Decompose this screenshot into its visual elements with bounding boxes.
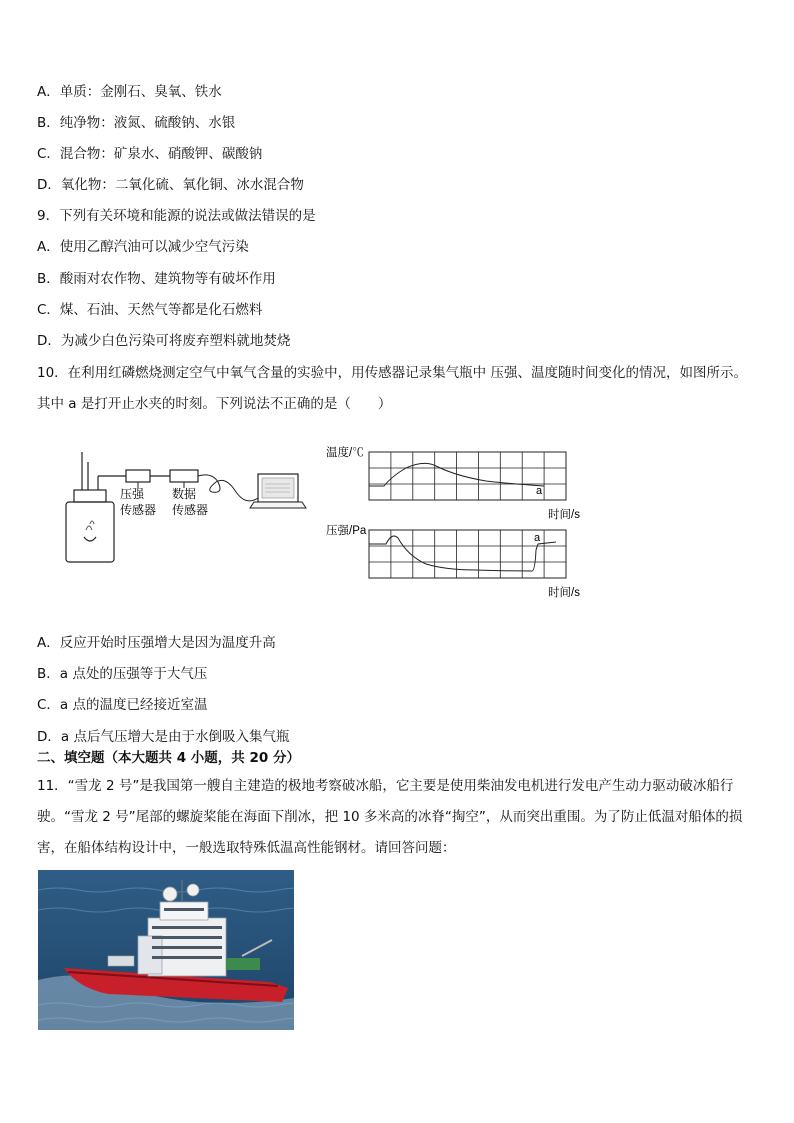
pressure-sensor-box xyxy=(126,470,150,482)
q10-stem: 10．在利用红磷燃烧测定空气中氧气含量的实验中，用传感器记录集气瓶中 压强、温度随时间变化的情况，如图所示。其中 a 是打开止水夹的时刻。下列说法不正确的是（ ） xyxy=(37,365,747,412)
temperature-axis-label: 温度/℃ xyxy=(326,447,364,459)
laptop-icon xyxy=(250,474,306,508)
data-sensor-label-1: 数据 xyxy=(172,487,197,501)
q10-option-a: A．反应开始时压强增大是因为温度升高 xyxy=(37,635,276,651)
q10-option-d: D．a 点后气压增大是由于水倒吸入集气瓶 xyxy=(37,729,290,745)
data-sensor-label-2: 传感器 xyxy=(172,503,209,517)
flame-icon xyxy=(86,526,92,530)
pressure-axis-label: 压强/Pa xyxy=(326,525,367,537)
cable xyxy=(198,475,258,501)
q8-option-c: C．混合物：矿泉水、硝酸钾、碳酸钠 xyxy=(37,146,263,162)
bottle-stopper xyxy=(74,490,106,502)
q8-option-a: A．单质：金刚石、臭氧、铁水 xyxy=(37,84,222,100)
gas-bottle xyxy=(66,502,114,562)
q9-stem: 9．下列有关环境和能源的说法或做法错误的是 xyxy=(37,208,316,224)
temperature-time-axis-label: 时间/s xyxy=(548,509,580,521)
q9-option-b: B．酸雨对农作物、建筑物等有破坏作用 xyxy=(37,271,276,287)
temperature-graph xyxy=(326,442,596,522)
icebreaker-photo xyxy=(38,870,294,1030)
q11-stem: 11．“雪龙 2 号”是我国第一艘自主建造的极地考察破冰船，它主要是使用柴油发电机进行发电产生动力驱动破冰船行驶。“雪龙 2 号”尾部的螺旋桨能在海面下削冰，把 10 多米高的冰脊“掏空”，从而突出重围。为了防止低温对船体的损害，在船体结构设计中，一般选取特殊低温高性能钢材。请回答问题： xyxy=(37,778,743,856)
combustion-spoon xyxy=(84,537,96,541)
pressure-time-axis-label: 时间/s xyxy=(548,587,580,599)
pressure-curve xyxy=(369,536,556,571)
section-heading: 二、填空题（本大题共 4 小题，共 20 分） xyxy=(37,750,300,766)
q9-option-d: D．为减少白色污染可将废弃塑料就地焚烧 xyxy=(37,333,291,349)
pressure-point-a: a xyxy=(534,532,541,544)
q8-option-b: B．纯净物：液氮、硫酸钠、水银 xyxy=(37,115,236,131)
pressure-graph xyxy=(326,520,596,602)
apparatus-figure xyxy=(60,442,320,567)
data-sensor-box xyxy=(170,470,198,482)
pressure-sensor-label-2: 传感器 xyxy=(120,503,157,517)
q10-option-b: B．a 点处的压强等于大气压 xyxy=(37,666,208,682)
temperature-point-a: a xyxy=(536,485,543,497)
q9-option-c: C．煤、石油、天然气等都是化石燃料 xyxy=(37,302,263,318)
q10-option-c: C．a 点的温度已经接近室温 xyxy=(37,697,208,713)
pressure-sensor-label-1: 压强 xyxy=(120,487,145,501)
q8-option-d: D．氧化物：二氧化硫、氧化铜、冰水混合物 xyxy=(37,177,304,193)
q9-option-a: A．使用乙醇汽油可以减少空气污染 xyxy=(37,239,249,255)
